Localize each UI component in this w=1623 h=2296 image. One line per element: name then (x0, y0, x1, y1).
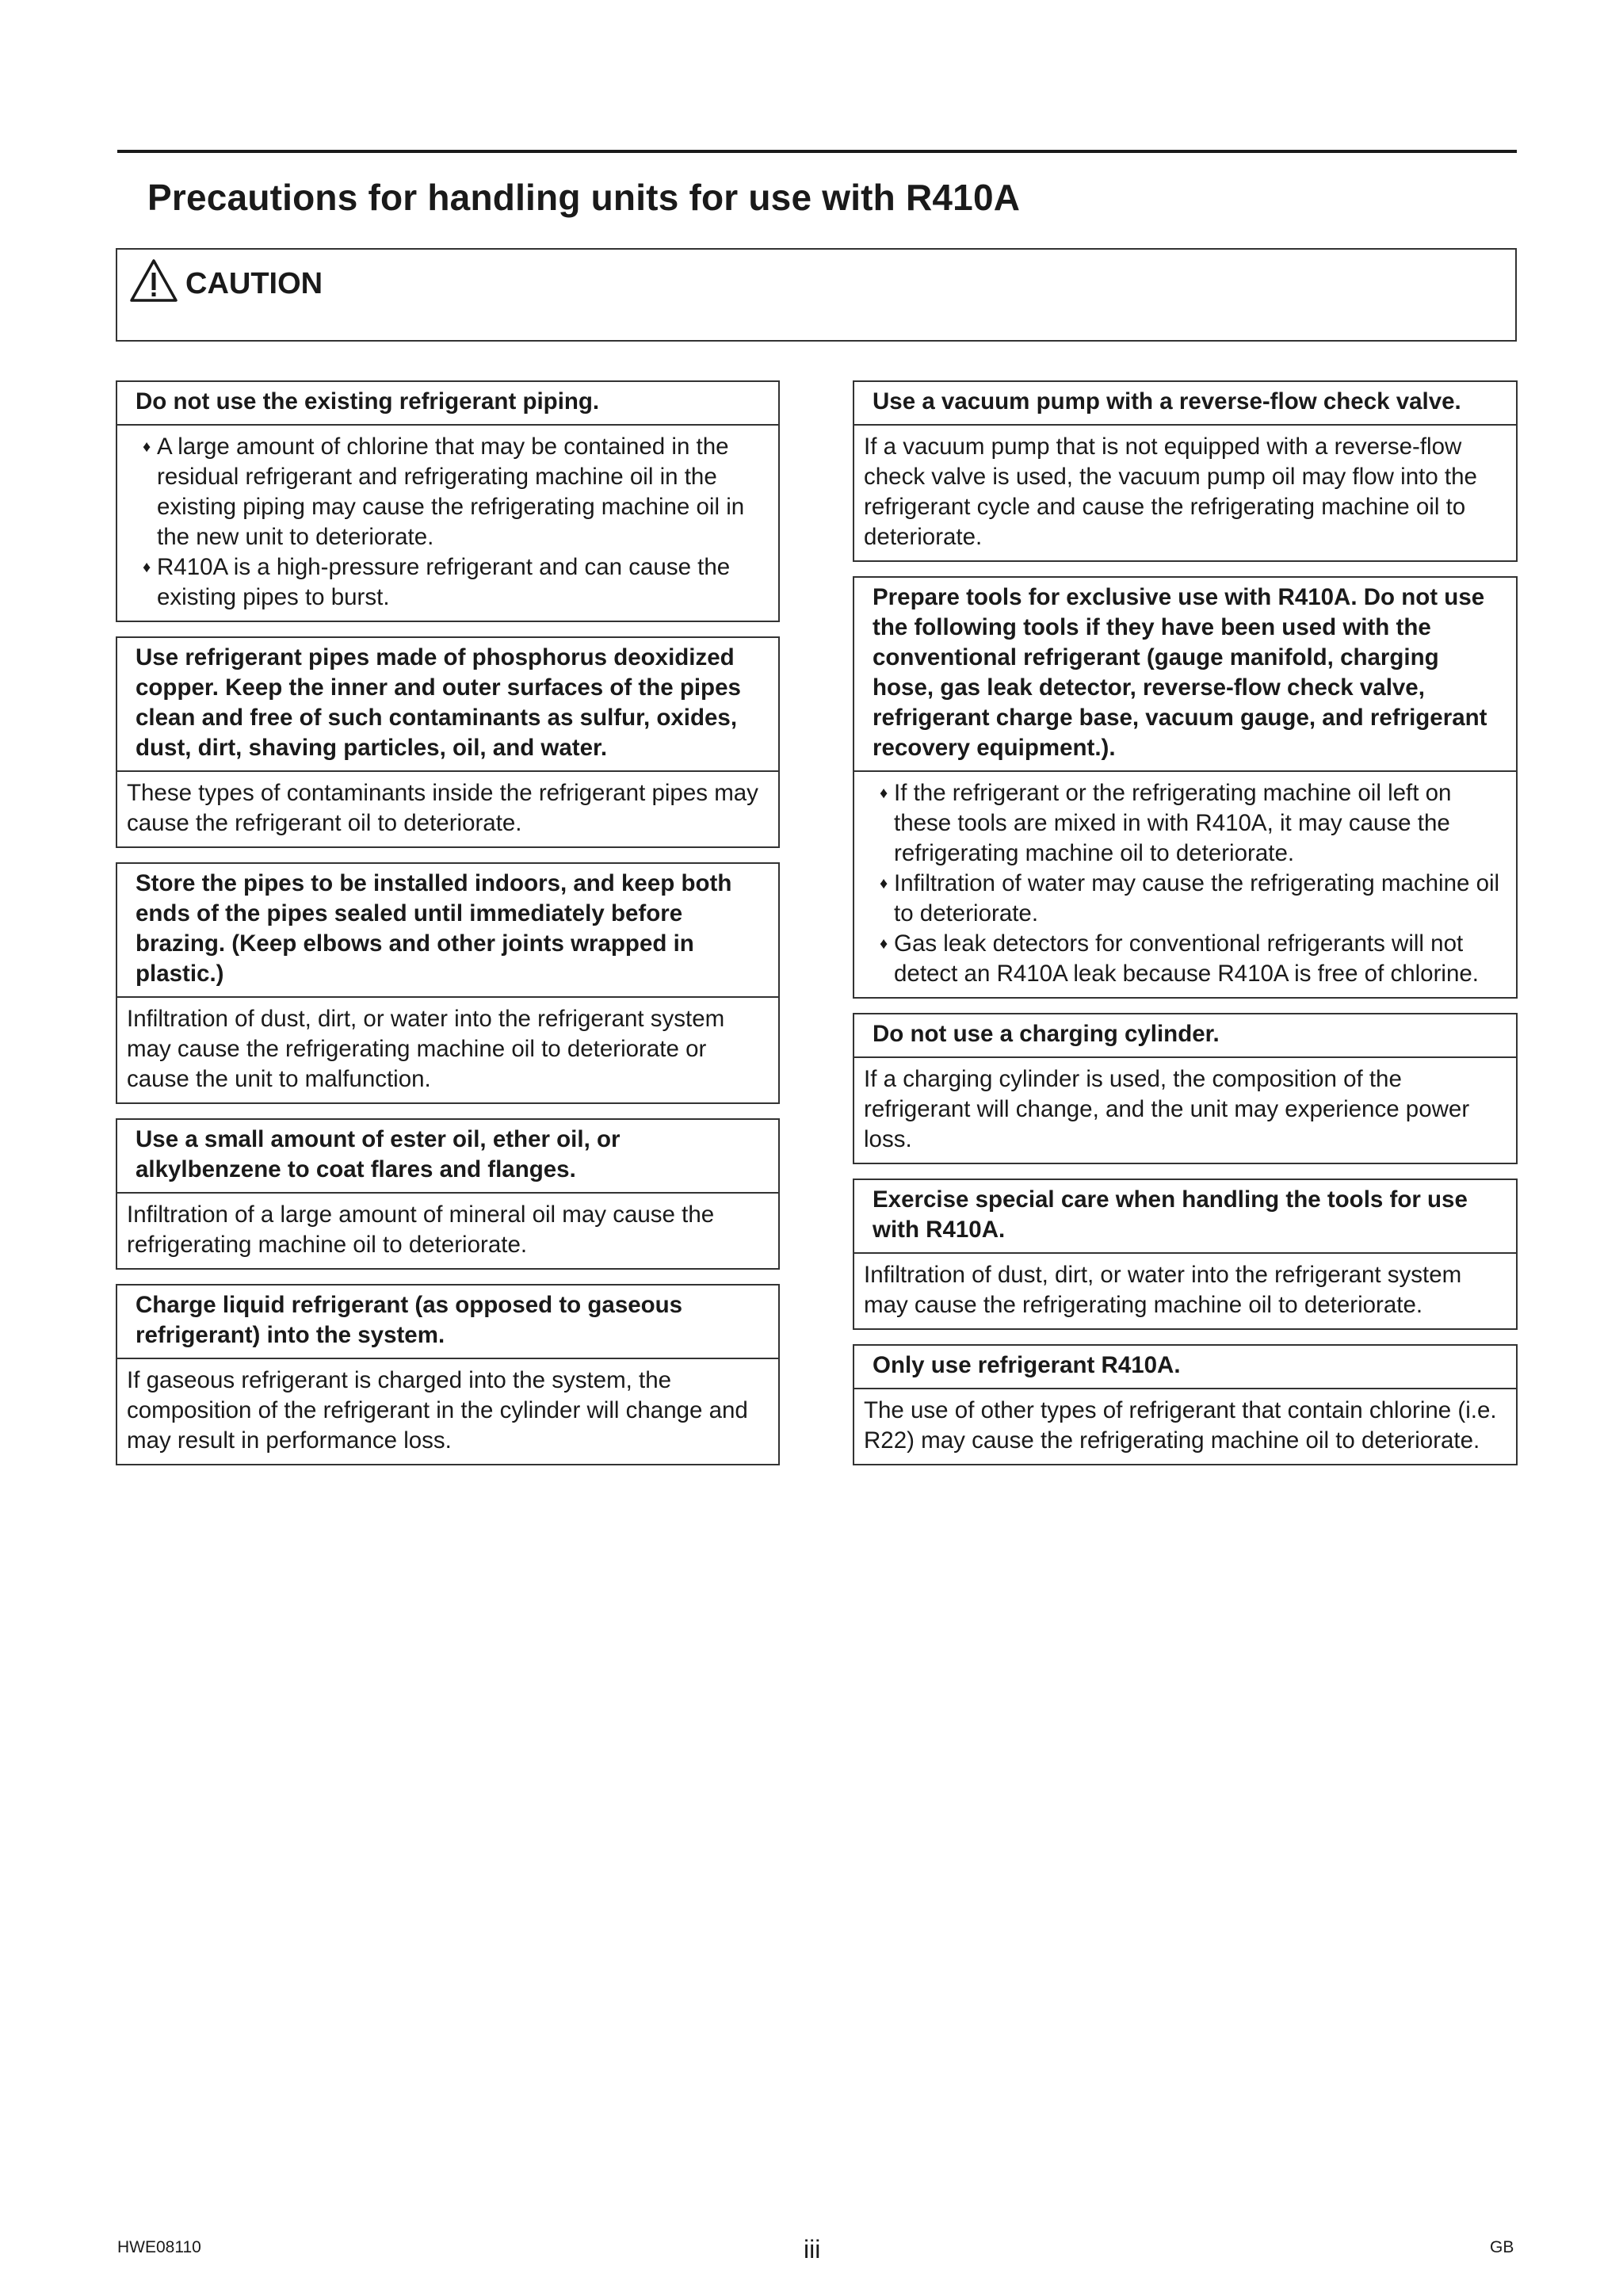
precaution-heading: Prepare tools for exclusive use with R410A. Do not use the following tools if they have been used with the conventional refrigerant (gauge manifold, charging hose, gas leak detector, reverse-flow check valve, refrigerant charge base, vacuum gauge, and refrigerant recovery equipment.). (854, 578, 1516, 772)
precaution-heading: Use a vacuum pump with a reverse-flow check valve. (854, 382, 1516, 426)
precaution-heading: Only use refrigerant R410A. (854, 1346, 1516, 1389)
list-item: ♦ Gas leak detectors for conventional refrigerants will not detect an R410A leak because R410A is free of chlorine. (880, 930, 1479, 987)
precaution-card (116, 1284, 780, 1465)
precaution-card (116, 380, 780, 622)
precaution-heading: Store the pipes to be installed indoors, and keep both ends of the pipes sealed until immediately before brazing. (Keep elbows and other joints wrapped in plastic.) (117, 864, 778, 998)
list-item: ♦ A large amount of chlorine that may be contained in the residual refrigerant and refrigerating machine oil in the existing piping may cause the refrigerating machine oil in the new unit to deteriorate. (143, 434, 745, 550)
precaution-card (853, 1179, 1518, 1330)
page-title: Precautions for handling units for use with R410A (147, 177, 1021, 218)
precaution-body: Infiltration of dust, dirt, or water into the refrigerant system may cause the refrigerating machine oil to deteriorate or cause the unit to malfunction. (127, 1006, 725, 1092)
bullet-list (864, 778, 1507, 989)
diamond-bullet-icon: ♦ (143, 559, 151, 576)
left-column (116, 380, 780, 1480)
precaution-card (853, 1344, 1518, 1465)
precaution-card (853, 380, 1518, 562)
footer-doc-code: HWE08110 (117, 2238, 201, 2256)
list-item: ♦ If the refrigerant or the refrigerating machine oil left on these tools are mixed in with R410A, it may cause the refrigerating machine oil to deteriorate. (880, 780, 1452, 866)
diamond-bullet-icon: ♦ (880, 875, 888, 892)
top-rule (117, 150, 1517, 153)
caution-banner (116, 248, 1517, 342)
precaution-body: These types of contaminants inside the refrigerant pipes may cause the refrigerant oil to deteriorate. (127, 780, 758, 836)
precaution-heading: Use refrigerant pipes made of phosphorus deoxidized copper. Keep the inner and outer surfaces of the pipes clean and free of such contaminants as sulfur, oxides, dust, dirt, shaving particles, oil, and water. (117, 638, 778, 772)
right-column (853, 380, 1518, 1480)
precaution-heading: Do not use a charging cylinder. (854, 1014, 1516, 1058)
bullet-list (127, 432, 769, 613)
precaution-body: If a vacuum pump that is not equipped with a reverse-flow check valve is used, the vacuum pump oil may flow into the refrigerant cycle and cause the refrigerating machine oil to deteriorate. (864, 434, 1477, 550)
precaution-card (116, 1118, 780, 1270)
precaution-body: The use of other types of refrigerant that contain chlorine (i.e. R22) may cause the refrigerating machine oil to deteriorate. (864, 1397, 1497, 1454)
precaution-body (117, 426, 778, 621)
diamond-bullet-icon: ♦ (143, 438, 151, 456)
warning-triangle-icon (128, 258, 179, 304)
footer-page-number: iii (804, 2235, 821, 2264)
precaution-card (853, 576, 1518, 999)
precaution-card (116, 862, 780, 1104)
precaution-body: If a charging cylinder is used, the composition of the refrigerant will change, and the unit may experience power loss. (864, 1066, 1470, 1152)
precaution-card (853, 1013, 1518, 1164)
precaution-body: Infiltration of dust, dirt, or water into the refrigerant system may cause the refrigerating machine oil to deteriorate. (864, 1262, 1462, 1318)
precaution-heading: Do not use the existing refrigerant piping. (117, 382, 778, 426)
precaution-body: If gaseous refrigerant is charged into the system, the composition of the refrigerant in the cylinder will change and may result in performance loss. (127, 1367, 748, 1454)
precaution-heading: Use a small amount of ester oil, ether oil, or alkylbenzene to coat flares and flanges. (117, 1120, 778, 1194)
precaution-card (116, 636, 780, 848)
list-item: ♦ Infiltration of water may cause the refrigerating machine oil to deteriorate. (880, 870, 1500, 926)
list-item: ♦ R410A is a high-pressure refrigerant and can cause the existing pipes to burst. (143, 554, 731, 610)
precaution-body: Infiltration of a large amount of mineral oil may cause the refrigerating machine oil to deteriorate. (127, 1201, 715, 1258)
caution-label: CAUTION (185, 267, 323, 300)
precaution-heading: Charge liquid refrigerant (as opposed to gaseous refrigerant) into the system. (117, 1286, 778, 1359)
precaution-body (854, 772, 1516, 997)
precaution-heading: Exercise special care when handling the tools for use with R410A. (854, 1180, 1516, 1254)
footer-language: GB (1490, 2238, 1514, 2256)
diamond-bullet-icon: ♦ (880, 785, 888, 802)
diamond-bullet-icon: ♦ (880, 935, 888, 953)
